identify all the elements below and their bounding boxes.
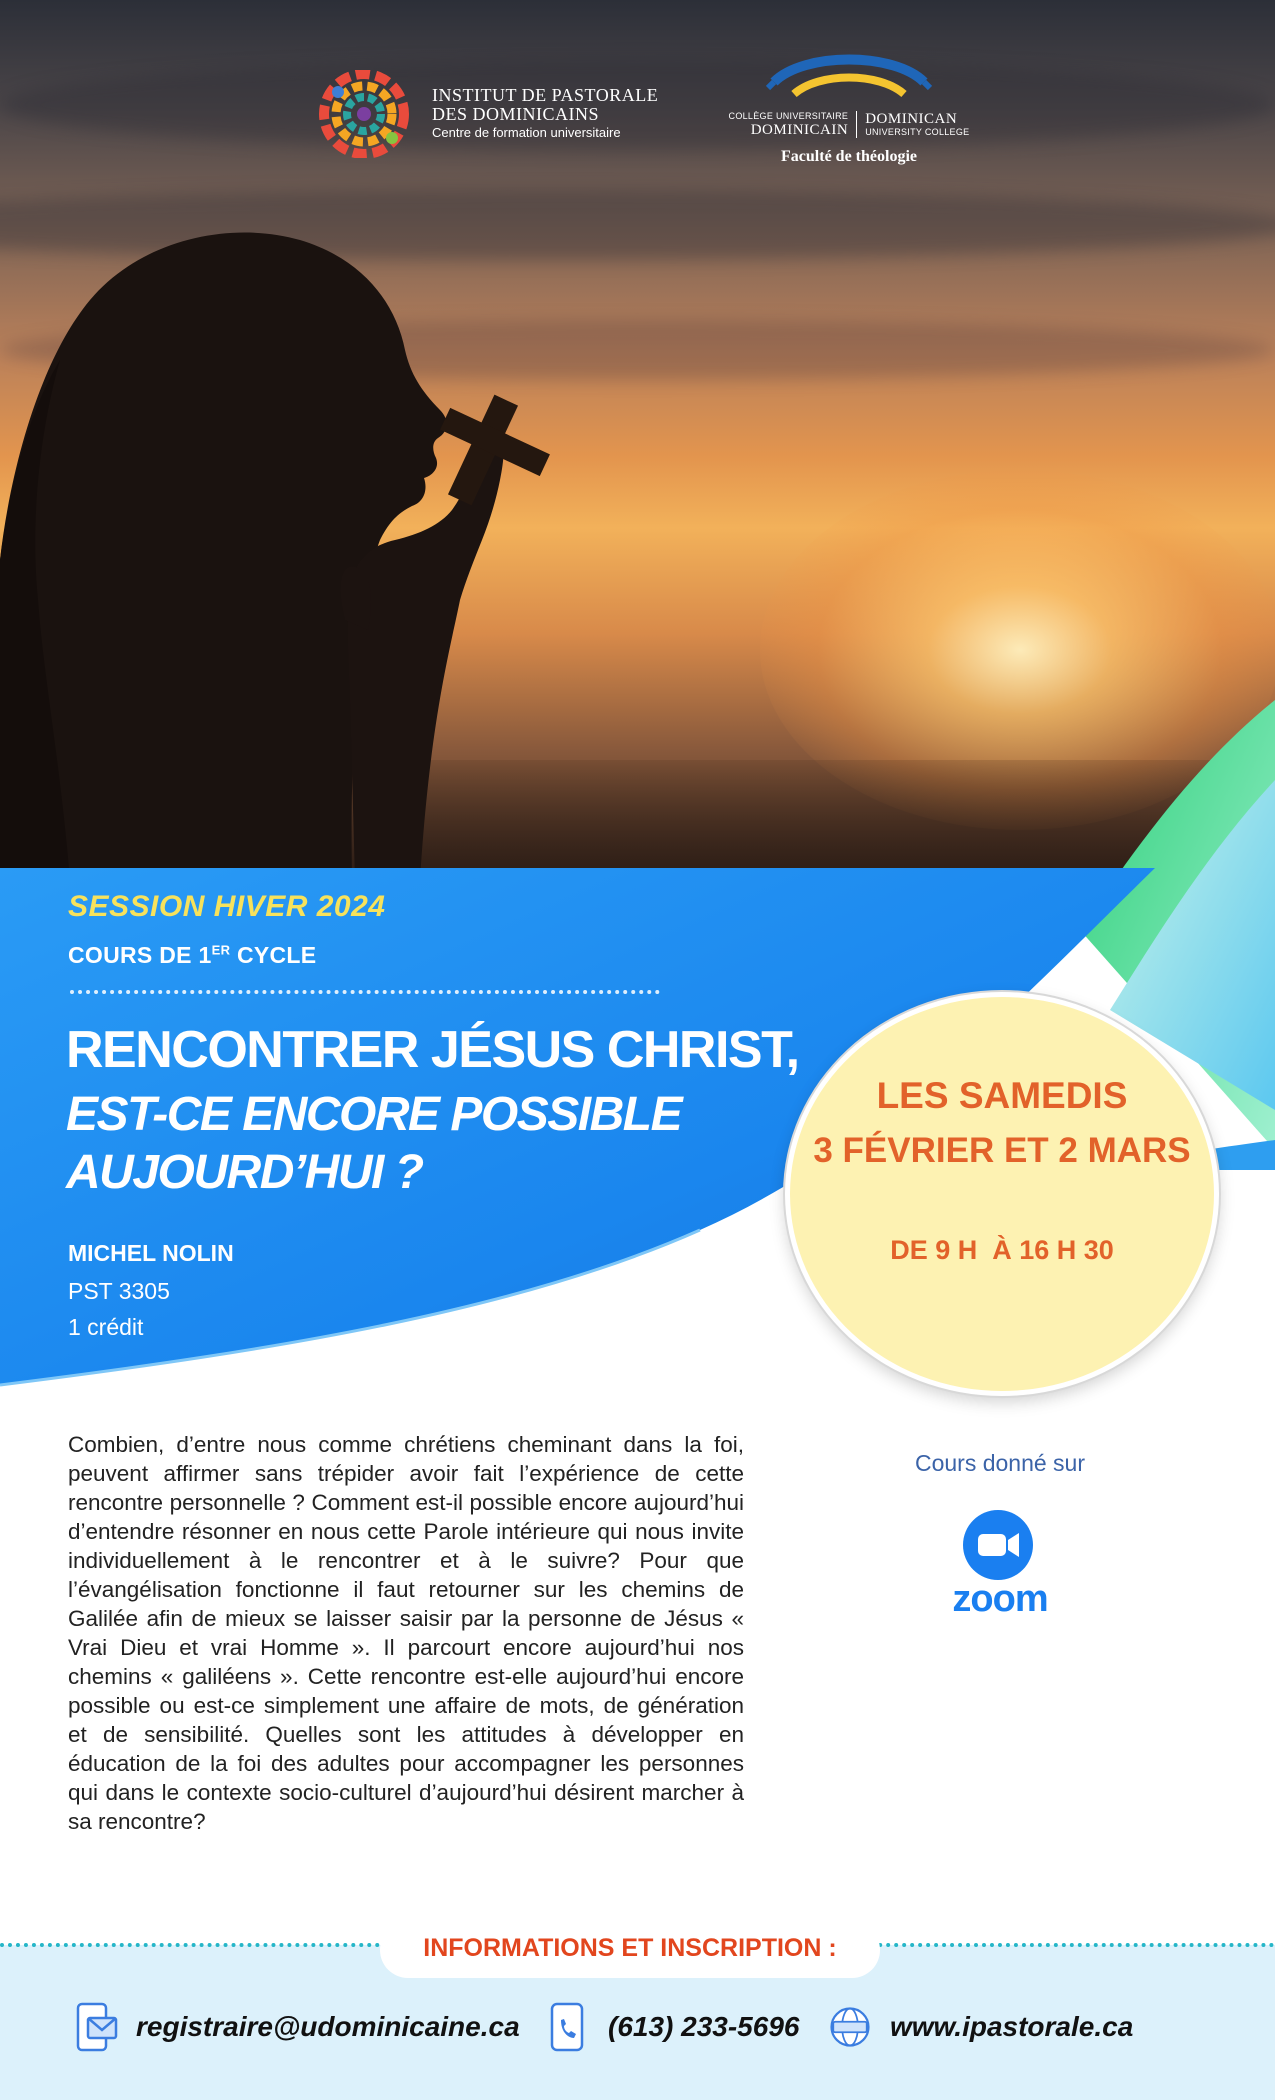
cycle-suffix: CYCLE xyxy=(230,942,317,968)
course-title-subtitle xyxy=(66,1086,706,1202)
contact-website[interactable] xyxy=(828,2002,1133,2052)
college-en-small: UNIVERSITY COLLEGE xyxy=(865,127,970,137)
cycle-prefix: COURS DE 1 xyxy=(68,942,212,968)
institute-name-line2: DES DOMINICAINS xyxy=(432,104,600,124)
contact-email[interactable] xyxy=(74,2002,520,2052)
contact-phone[interactable] xyxy=(546,2002,799,2052)
college-fr-small: COLLÈGE UNIVERSITAIRE xyxy=(728,111,849,121)
course-credits: 1 crédit xyxy=(68,1314,144,1340)
college-fr-name: DOMINICAIN xyxy=(750,122,849,138)
zoom-camera-icon xyxy=(963,1510,1033,1580)
zoom-wordmark: zoom xyxy=(952,1578,1048,1620)
schedule-dates: 3 FÉVRIER ET 2 MARS xyxy=(813,1131,1191,1170)
globe-icon xyxy=(828,2002,872,2052)
teacher-name: MICHEL NOLIN xyxy=(68,1240,234,1266)
session-label: SESSION HIVER 2024 xyxy=(68,890,386,923)
faculty-name: Faculté de théologie xyxy=(781,148,917,165)
course-code: PST 3305 xyxy=(68,1278,170,1304)
cycle-superscript: ER xyxy=(211,942,231,958)
course-cycle xyxy=(68,942,316,969)
footer-title: INFORMATIONS ET INSCRIPTION : xyxy=(423,1934,837,1962)
website-link[interactable]: www.ipastorale.ca xyxy=(890,2011,1134,2042)
institute-tagline: Centre de formation universitaire xyxy=(432,125,621,140)
course-title-line3: AUJOURD’HUI ? xyxy=(66,1146,423,1199)
delivery-caption: Cours donné sur xyxy=(914,1450,1086,1476)
course-title-line1: RENCONTRER JÉSUS CHRIST, xyxy=(66,1021,799,1079)
email-icon xyxy=(74,2002,118,2052)
phone-number[interactable]: (613) 233-5696 xyxy=(608,2011,800,2042)
dotted-divider xyxy=(70,990,660,994)
schedule-days: LES SAMEDIS xyxy=(876,1075,1128,1116)
course-description: Combien, d’entre nous comme chrétiens cheminant dans la foi, peuvent affirmer sans trépider avoir fait l’expérience de cette rencontre personnelle ? Comment est-il possible encore aujourd’hui d’entendre résonner en nous cette Parole intérieure qui nous invite individuellement à le rencontrer et à le suivre? Pour que l’évangélisation fonctionne il faut retourner sur les chemins de Galilée afin de mieux se laisser saisir par la personne de Jésus « Vrai Dieu et vrai Homme ». Il parcourt encore aujourd’hui nos chemins « galiléens ». Cette rencontre est-elle aujourd’hui encore possible ou est-ce simplement une affaire de mots, de génération et de sensibilité. Quelles sont les attitudes à développer en éducation de la foi des adultes pour accompagner les personnes qui dans le contexte socio-culturel d’aujourd’hui désirent marcher à sa rencontre? xyxy=(68,1432,744,1834)
institute-name-line1: INSTITUT DE PASTORALE xyxy=(432,85,659,105)
college-en-name: DOMINICAN xyxy=(865,111,958,127)
schedule-hours: DE 9 H À 16 H 30 xyxy=(890,1235,1114,1265)
schedule-circle xyxy=(785,992,1219,1396)
phone-icon xyxy=(546,2002,590,2052)
course-title-line2: EST-CE ENCORE POSSIBLE xyxy=(66,1088,682,1141)
email-link[interactable]: registraire@udominicaine.ca xyxy=(136,2011,520,2042)
